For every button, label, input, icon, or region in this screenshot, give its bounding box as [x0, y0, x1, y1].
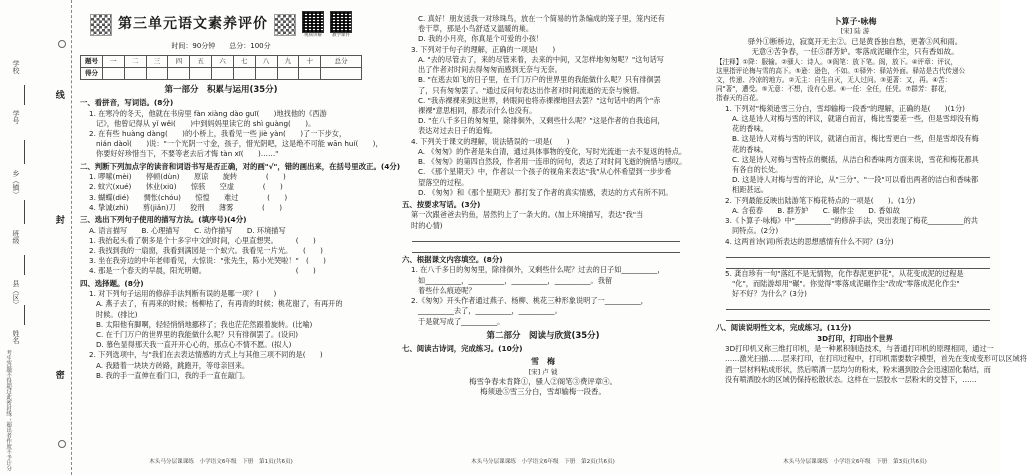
question-line: C. "我赤裸裸来到这世界，转眼间也将赤裸裸地回去罢？"这句话中的两个"赤	[418, 95, 661, 105]
answer-line[interactable]	[726, 310, 990, 321]
question-line: C. 《那个星期天》中，作者以一个孩子的视角来表达"我"从心怀希望到一步步希	[418, 167, 672, 177]
score-input-cell[interactable]	[255, 67, 277, 79]
score-row-label: 得分	[81, 67, 103, 79]
poem-author: [宋] 卢 钺	[528, 367, 558, 376]
poem-line: 梅雪争春未肯降①，骚人②阁笔③费评章④。	[469, 376, 617, 386]
binding-hole	[58, 40, 66, 48]
section-title: 八、阅读说明性文本，完成练习。(11分)	[716, 323, 852, 333]
score-input-cell[interactable]	[103, 67, 125, 79]
question-line: 时候。(排比)	[96, 309, 138, 319]
question-line: 着些什么痕迹呢？	[418, 285, 476, 295]
binding-fill-line	[24, 85, 25, 105]
binding-label-name: 姓名	[11, 330, 20, 344]
score-table-cell: 三	[146, 55, 168, 67]
poem-notes	[716, 58, 994, 104]
qr-label: 教学课件	[332, 32, 350, 38]
page-footer: 木头马分层课课练 小学语文6年级 下册 第1页(共6页)	[149, 459, 293, 466]
poem-author: [宋] 陆 游	[840, 27, 870, 36]
score-input-cell[interactable]	[233, 67, 255, 79]
score-table-cell: 五	[190, 55, 212, 67]
binding-fill-line	[24, 140, 25, 164]
question-line: 2. 下列最能反映出陆游笔下梅花特点的一项是( )。(1分)	[725, 195, 916, 205]
question-line: 1. 在八千多日的匆匆里，除徘徊外，又剩些什么呢？过去的日子如__________，	[411, 265, 665, 275]
poem-title: 卜算子·咏梅	[833, 17, 877, 26]
section-title: 四、选择题。(8分)	[80, 278, 144, 288]
question-line: 时的心情)	[411, 220, 443, 230]
part1-title: 第一部分 积累与运用(35分)	[164, 84, 278, 95]
question-line: 4. 这两首诗(词)所表达的思想感情有什么不同？(3分)	[725, 236, 894, 246]
question-line: B. 这是诗人对梅与雪的评议，就诸白而言，梅比雪更白一些，但是雪却没有梅	[732, 134, 979, 144]
question-line: 2.《匆匆》开头作者通过燕子、杨柳、桃花三种形象说明了一__________，	[411, 296, 648, 306]
binding-word-seal: 封	[53, 215, 64, 224]
binding-label-school: 学校	[11, 60, 20, 74]
question-line: 3. 坐在我旁边的中年老师看见，大惊说："张先生，陈小光哭啦！" ( )	[89, 256, 326, 266]
question-line: 4. 挚诚(zhì) 剪(jiǎn)刀 狡刑 薄雾 ( )	[89, 202, 282, 212]
question-line: 1. 我抬起头看了朝多是个十多字中文的时间，心里直想哭。 ( )	[89, 235, 316, 245]
question-line: 好不好？为什么？(3分)	[732, 289, 807, 299]
qr-code-icon	[330, 11, 352, 33]
answer-line[interactable]	[726, 299, 990, 310]
question-line: nián dàoǐ( )说："一个光阴一寸金，孩子，惜光阴吧，这是绝不可能 wān huí( )，	[96, 139, 383, 149]
answer-line[interactable]	[726, 258, 990, 269]
question-line: "化"，而陆游却用"碾"。你觉得"零落成泥碾作尘"改成"零落成泥化作尘"	[732, 278, 960, 288]
note-line: 这里指评论梅与雪的高下。⑤逊：逊色，不如。①驿外：驿站外面。驿站是古代传递公	[716, 66, 966, 75]
question-line: 3. 蝴蝶(dié) 惆怅(chóu) 惊惶 难过 ( )	[89, 192, 288, 202]
binding-word-secret: 密	[53, 370, 64, 379]
page-column-2	[398, 0, 688, 475]
question-line: B. 《匆匆》的第四自然段，作者用一连串的问句，表达了对时间飞逝的惋惜与感叹。	[418, 157, 687, 167]
score-table-cell: 总分	[321, 55, 362, 67]
binding-word-line: 线	[53, 90, 64, 99]
question-line: 花的香味。	[732, 144, 768, 154]
page-footer: 木头马分层课课练 小学语文6年级 下册 第2页(共6页)	[471, 459, 615, 466]
question-line: B. 太阳他有脚啊，轻轻悄悄地挪移了；我也茫茫然跟着旋转。(比喻)	[96, 319, 313, 329]
question-line: A. 我踏着一块块方砖路，跳跑开，等母亲回来。	[96, 360, 250, 370]
question-line: 同特点。(2分)	[732, 226, 779, 236]
col1-questions	[80, 98, 401, 381]
decorative-mosaic-icon	[274, 14, 296, 36]
score-table-cell: 二	[124, 55, 146, 67]
question-line: 裸裸"意思相同，都表示什么也没有。	[418, 105, 537, 115]
section-title: 二、判断下列加点字的读音和词语书写是否正确，对的画"√"，错的画出来，在括号里改正。(4分)	[80, 161, 401, 171]
question-line: A. 含苞春 B. 群芳妒 C. 碾作尘 D. 香如故	[732, 205, 900, 215]
score-input-cell[interactable]	[299, 67, 321, 79]
question-line: D. 这是诗人对梅与雪的评论，从"三分"、"一段"可以看出两者的洁白和香味都	[732, 175, 979, 185]
question-line: 2. 下列选项中，与"我们在去表达情感的方式上与其他三项不同的是( )	[89, 350, 323, 360]
question-line: 于是就写成了__________。	[418, 316, 505, 326]
score-input-cell[interactable]	[277, 67, 299, 79]
score-input-cell[interactable]	[168, 67, 190, 79]
question-line: 望落空的过程。	[418, 177, 469, 187]
qr-code-courseware[interactable]	[330, 11, 352, 39]
question-line: 相距甚远。	[732, 185, 768, 195]
binding-hole	[58, 440, 66, 448]
page-footer: 木头马分层课课练 小学语文6年级 下册 第3页(共6页)	[783, 459, 927, 466]
question-line: 第一次跟爸爸去钓鱼，居然钓上了一条大的。(加上环境描写，表达"我"当	[411, 210, 644, 220]
binding-label-county: 县（区）	[11, 280, 20, 308]
question-line: 1. 对下列句子运用的修辞手法判断有误的是哪一项？( )	[89, 289, 277, 299]
question-line: 1. 在寒冷的冬天，他就在书房里 fàn xiàng dào guī( )地找他的《西游	[89, 108, 327, 118]
question-line: D. 慕色显得那天我一直开开心心的，那点心不情不愿。(拟人)	[96, 340, 292, 350]
section-title: 五、按要求写话。(3分)	[402, 199, 481, 209]
question-line: A. 《匆匆》的作者是朱自清，通过具体事物的变化，写时光流逝一去不复返的特点。	[418, 146, 687, 156]
question-line: 没有喷洒胶水的区域仍保持松散状态。这样在一层胶水一层粉末的交替下，……	[725, 374, 977, 384]
score-input-cell[interactable]	[190, 67, 212, 79]
question-line: A. "去的尽管去了，来的尽管来着，去来的中间，又怎样地匆匆呢？"这句话写	[418, 54, 664, 64]
question-line: D. 《匆匆》和《那个星期天》都打发了作者的真实情感，表达的方式有所不同。	[418, 187, 673, 197]
exam-header	[80, 8, 362, 42]
question-line: 3D打印，打印出个世界	[817, 333, 893, 343]
col2-questions	[402, 14, 687, 327]
question-line: 表达对过去日子的追悔。	[418, 126, 498, 136]
score-table-cell: 八	[255, 55, 277, 67]
binding-strip	[0, 0, 72, 475]
page-column-1	[76, 0, 401, 475]
question-line: 你要好好珍惜当下，不要等老去后才悔 tàn xī( )……"	[96, 149, 279, 159]
question-line: __________去了，__________，__________。	[418, 306, 562, 316]
question-line: B. 我的手一直伸在看门口，我的手一直在敲门。	[96, 370, 250, 380]
section-title: 三、选出下列句子使用的描写方法。(填序号)(4分)	[80, 215, 247, 224]
decorative-mosaic-icon	[90, 14, 112, 36]
section-title: 一、看拼音，写词语。(8分)	[80, 98, 174, 107]
score-table-header: 题号	[81, 55, 103, 67]
question-line: 有各自的长处。	[732, 165, 783, 175]
score-table-cell: 十	[299, 55, 321, 67]
question-line: 3. 下列对于句子的理解，正确的一项是( )	[411, 44, 556, 54]
score-table-cell: 七	[233, 55, 255, 67]
score-input-cell[interactable]	[124, 67, 146, 79]
question-line: 4. 那是一个春天的早晨，阳光明媚。 ( )	[89, 266, 316, 276]
page-column-3	[712, 0, 1027, 475]
question-line: 3D打印机又称三维打印机，是一种累积制造技术，与普通打印机的原理相同，通过一	[725, 344, 994, 354]
question-line: 出了作者对时间去得匆匆而感到无奈与无奈。	[418, 65, 562, 75]
score-table-cell: 六	[212, 55, 234, 67]
question-line: A. 燕子去了，有再来的时候；杨柳枯了，有再青的时候；桃花谢了，有再开的	[96, 299, 343, 309]
qr-label: 视频讲解	[304, 32, 322, 38]
poem-line: 梅须逊⑤雪三分白，雪却输梅一段香。	[480, 387, 606, 397]
score-table	[80, 55, 362, 80]
poem-line: 无意④苦争春，一任⑤群芳妒。零落成泥碾作尘，只有香如故。	[751, 47, 959, 57]
question-line: A. 语言描写 B. 心理描写 C. 动作描写 D. 环境描写	[89, 225, 286, 235]
score-input-cell[interactable]	[321, 67, 362, 79]
score-input-cell[interactable]	[212, 67, 234, 79]
question-line: 2. 在有些 huàng dàng( )的小桥上，我看见一些 jiè yàn( )了一下步女，	[89, 128, 347, 138]
binding-label-class: 班级	[11, 230, 20, 244]
exam-meta: 时间：90分钟 总分：100分	[171, 42, 271, 50]
question-line: 4. 下列关于课文的理解，说法错误的一项是( )	[411, 136, 570, 146]
question-line: C. 这是诗人对梅与雪特点的概括，从洁白和香味两方面来说，雪花和梅花都具	[732, 154, 979, 164]
question-line: 卷干草，那是小鸟舒适又温暖的巢。	[418, 24, 534, 34]
score-table-cell: 一	[103, 55, 125, 67]
question-line: 1. 啰嗦(mèi) 停顿(dùn) 原谅 旋转 ( )	[89, 172, 286, 182]
poem-title: 雪 梅	[531, 357, 555, 367]
binding-fill-line	[24, 255, 25, 275]
qr-code-icon	[302, 11, 324, 33]
question-line: C. 真好！朋友送我一对珍珠鸟，放在一个简易的竹条编成的笼子里，笼内还有	[418, 14, 665, 23]
binding-note: 考生答题不得超过此密封线；超出者作废不予计分	[5, 350, 12, 471]
question-line: 如__________，__________，__________，__________。我留	[418, 275, 613, 285]
question-line: C. 在千门万户的世界里的我能做什么呢？只有徘徊罢了。(设问)	[96, 330, 299, 339]
binding-fill-line	[24, 200, 25, 224]
section-7-title: 七、阅读古诗词，完成练习。(10分)	[402, 343, 523, 353]
question-line: 酒一层材料粘成形状，然后喷洒一层均匀的粉末，粉末遇到胶合会迅速固化黏结，而	[725, 364, 991, 374]
score-table-cell: 九	[277, 55, 299, 67]
question-line: 3.《卜算子·咏梅》中"__________"的修辞手法，突出表现了梅花__________的共	[725, 216, 978, 226]
section-title: 六、根据课文内容填空。(8分)	[402, 254, 503, 264]
question-line: ……激光扫描……层来打印，在打印过程中，打印机需要数字模型，首先在变成变形可以区域将	[725, 354, 1027, 364]
answer-line[interactable]	[726, 247, 990, 258]
col3-questions	[716, 103, 1027, 385]
part2-title: 第二部分 阅读与欣赏(35分)	[486, 330, 600, 341]
note-line: 文，传递、冷凉的地方。②无主：自生自灭，无人过问。③更著：又，再。④苦：	[716, 76, 952, 85]
question-line: D. "在八千多日的匆匆里，除徘徊外，又剩些什么呢？"这是作者的自我追问，	[418, 116, 665, 126]
note-line: 同"著"，遭受。⑤无意：不想，没有心思。⑥一任：全任，任凭。⑦群芳：群花，	[716, 85, 951, 94]
question-line: 2. 我找到我的一扇窗，我看到满园是一个蚁穴。我看见一片光。 ( )	[89, 245, 323, 255]
note-line: 【注释】①降：服输。②骚人：诗人。③阁笔：放下笔。阁，放下。④评章：评议，	[716, 57, 958, 66]
question-line: 记》，他曾记得从 yǐ wěi( )中到妈妈里读它的 shì guàng( )。	[96, 118, 316, 128]
binding-fill-line	[24, 305, 25, 325]
binding-label-id: 学号	[11, 110, 20, 124]
question-line: 2. 蚊穴(xué) 休业(xiū) 惊骇 空虚 ( )	[89, 182, 283, 192]
exam-title: 第三单元语文素养评价	[118, 16, 268, 33]
score-input-cell[interactable]	[146, 67, 168, 79]
poem-line: 驿外①断桥边，寂寞开无主②。已是黄昏独自愁，更著③风和雨。	[747, 36, 963, 46]
score-table-cell: 四	[168, 55, 190, 67]
binding-label-town: 乡（镇）	[11, 170, 20, 198]
question-line: B. "在逃去如飞的日子里，在千门万户的世界里的我能做什么呢？只有徘徊罢	[418, 75, 661, 85]
question-line: A. 这是诗人对梅与雪的评议，就诸白而言，梅比雪要差一些，但是雪却没有梅	[732, 113, 979, 123]
answer-line[interactable]	[412, 231, 680, 242]
note-line: 指春天的百花。	[716, 94, 763, 103]
question-line: 了，只有匆匆罢了。"通过反问句表达出作者对时间流逝的无奈与惋惜。	[418, 85, 645, 95]
answer-line[interactable]	[412, 242, 680, 253]
question-line: 1. 下列对"梅须逊雪三分白，雪却输梅一段香"的理解，正确的是( )(1分)	[725, 103, 965, 113]
question-line: 5. 龚自珍有一句"落红不是无情物，化作春泥更护花"，从花变成泥的过程是	[725, 268, 964, 278]
qr-code-video[interactable]	[302, 11, 324, 39]
question-line: D. 我的小月亮，你真是个可爱的小孩！	[418, 34, 544, 44]
question-line: 花的香味。	[732, 124, 768, 134]
